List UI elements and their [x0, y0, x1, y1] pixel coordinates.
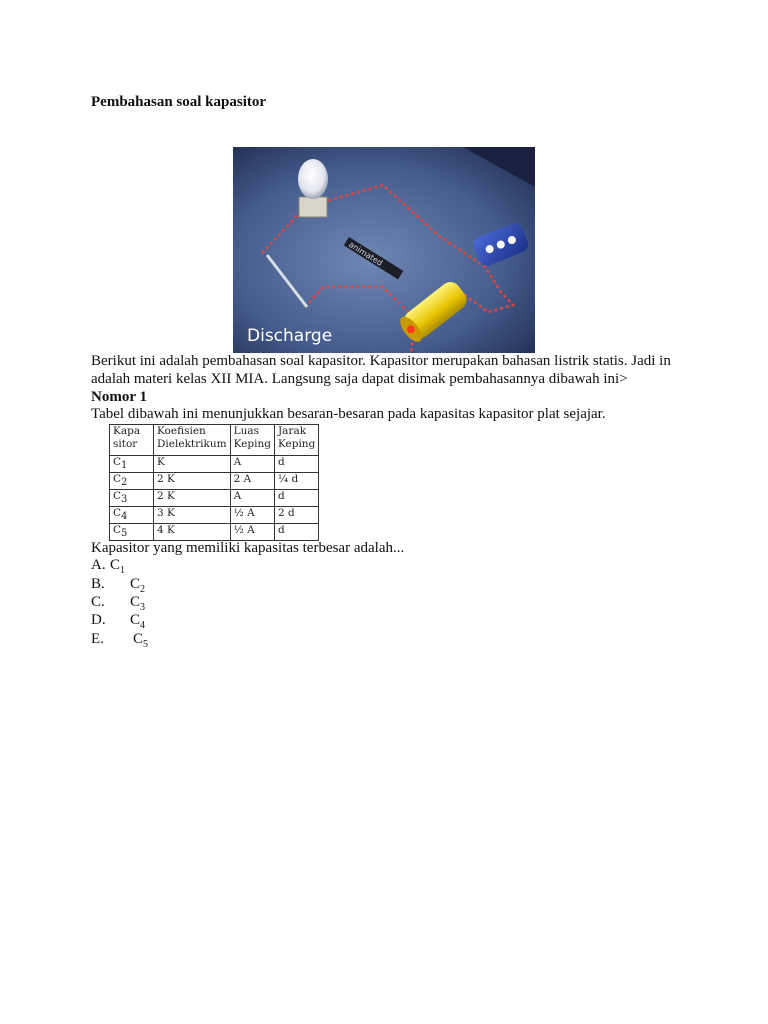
option-letter: A.	[91, 557, 106, 573]
cell-dielectric: 2 K	[154, 490, 231, 507]
table-row	[110, 524, 319, 541]
option-value: $C_2$	[130, 576, 146, 595]
lamp-base	[299, 197, 327, 217]
header-text: Kapa	[113, 425, 141, 437]
cell-area: A	[230, 456, 274, 473]
header-cell-capacitor	[110, 425, 154, 456]
cell-dielectric: 2 K	[154, 473, 231, 490]
document-title: Pembahasan soal kapasitor	[91, 94, 267, 110]
capacitor-table	[109, 424, 319, 541]
cell-distance: d	[274, 524, 318, 541]
cell-capacitor: $C_5$	[110, 524, 154, 541]
header-cell-dielectric	[154, 425, 231, 456]
cell-distance: 2 d	[274, 507, 318, 524]
option-letter: C.	[91, 594, 105, 610]
option-value: $C_3$	[130, 594, 146, 613]
cell-area: 2 A	[230, 473, 274, 490]
section-heading: Nomor 1	[91, 389, 147, 405]
table-header-row	[110, 425, 319, 456]
table-row	[110, 490, 319, 507]
table-row	[110, 507, 319, 524]
cell-dielectric: 3 K	[154, 507, 231, 524]
option-d	[91, 612, 146, 631]
cell-distance: d	[274, 490, 318, 507]
cell-area: ½ A	[230, 507, 274, 524]
cell-distance: d	[274, 456, 318, 473]
capacitor-discharge-image	[233, 147, 535, 353]
option-value: $C_5$	[133, 631, 149, 650]
cell-distance: ¼ d	[274, 473, 318, 490]
lamp-bulb	[298, 159, 328, 199]
cell-area: A	[230, 490, 274, 507]
intro-paragraph: Berikut ini adalah pembahasan soal kapasitor. Kapasitor merupakan bahasan listrik statis. Jadi in adalah materi kelas XII MIA. Langsung saja dapat disimak pembahasannya dibawah ini>	[91, 353, 671, 387]
header-cell-area	[230, 425, 274, 456]
cell-dielectric: 4 K	[154, 524, 231, 541]
figure-label: Discharge	[247, 326, 333, 346]
table-row	[110, 456, 319, 473]
table-row	[110, 473, 319, 490]
cell-capacitor: $C_4$	[110, 507, 154, 524]
question-intro: Tabel dibawah ini menunjukkan besaran-besaran pada kapasitas kapasitor plat sejajar.	[91, 406, 606, 422]
cell-capacitor: $C_3$	[110, 490, 154, 507]
option-letter: D.	[91, 612, 106, 628]
option-value: $C_1$	[110, 557, 126, 576]
header-text: sitor	[113, 438, 138, 450]
animated-bar-text: animated	[347, 239, 385, 268]
option-letter: B.	[91, 576, 105, 592]
option-value: $C_4$	[130, 612, 146, 631]
cell-dielectric: K	[154, 456, 231, 473]
cell-capacitor: $C_1$	[110, 456, 154, 473]
header-text: Jarak	[277, 425, 307, 437]
header-text: Keping	[233, 438, 271, 450]
header-text: Luas	[233, 425, 259, 437]
question-text: Kapasitor yang memiliki kapasitas terbesar adalah...	[91, 540, 405, 556]
header-cell-distance	[274, 425, 318, 456]
option-b	[91, 576, 146, 595]
option-a	[91, 557, 126, 576]
option-c	[91, 594, 146, 613]
cell-area: ½ A	[230, 524, 274, 541]
header-text: Koefisien	[157, 425, 206, 437]
circuit-illustration	[233, 147, 535, 353]
header-text: Keping	[277, 438, 316, 450]
cell-capacitor: $C_2$	[110, 473, 154, 490]
option-e	[91, 631, 149, 650]
header-text: Dielektrikum	[157, 438, 227, 450]
option-letter: E.	[91, 631, 104, 647]
